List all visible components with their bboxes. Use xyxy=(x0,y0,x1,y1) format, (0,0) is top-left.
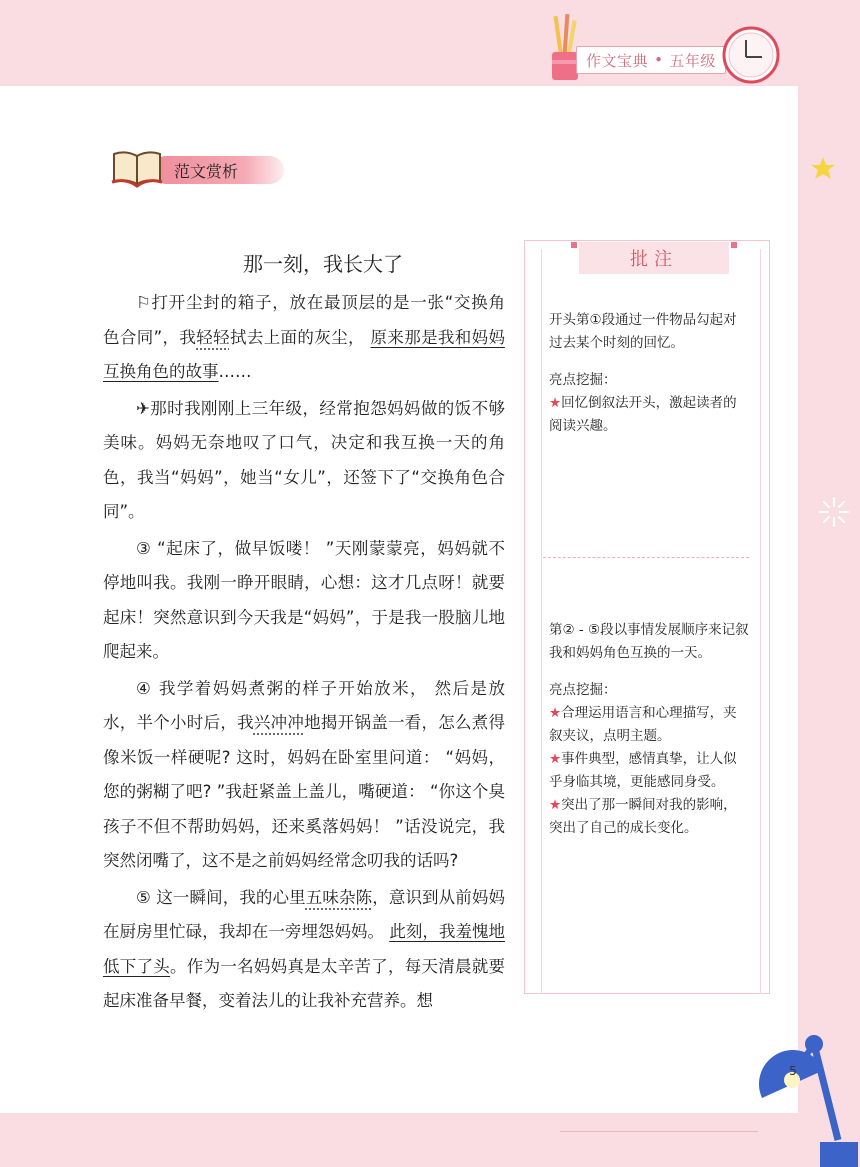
paragraph-5 xyxy=(103,881,505,1019)
note-point: ★事件典型，感情真挚，让人似乎身临其境，更能感同身受。 xyxy=(549,751,737,790)
note-block-1 xyxy=(549,309,749,438)
section-title-label: 范文赏析 xyxy=(152,156,284,184)
text-segment: 原来那是我和妈妈互换角色的故事 xyxy=(103,327,506,381)
note-summary: 第② - ⑤段以事情发展顺序来记叙我和妈妈角色互换的一天。 xyxy=(549,622,749,661)
header-badge xyxy=(576,46,726,74)
star-bullet-icon: ★ xyxy=(549,751,562,767)
book-name: 作文宝典 xyxy=(586,51,649,70)
text-segment: 五味杂陈 xyxy=(305,887,373,907)
note-bottom-rule xyxy=(543,993,749,994)
text-segment: 此刻，我羞愧地低下了头 xyxy=(103,922,505,976)
text-segment: ，意识到从前妈妈在厨房里忙碌，我却在一旁埋怨妈妈。 xyxy=(103,887,505,941)
text-segment: ✈那时我刚刚上三年级，经常抱怨妈妈做的饭不够美味。妈妈无奈地叹了口气，决定和我互换一天的角色，我当“妈妈”，她当“女儿”，还签下了“交换角色合同”。 xyxy=(103,398,505,521)
footer-rule xyxy=(560,1131,758,1132)
note-point: ★突出了那一瞬间对我的影响，突出了自己的成长变化。 xyxy=(549,797,737,836)
open-book-icon xyxy=(110,148,164,188)
paragraph-4 xyxy=(103,672,505,879)
text-segment: ⚐打开尘封的箱子，放在最顶层的是一张“交换角色合同”，我 xyxy=(103,293,505,347)
text-segment: 拭去上面的灰尘， xyxy=(229,327,371,347)
star-bullet-icon: ★ xyxy=(549,797,562,813)
text-segment: ③ “起床了，做早饭喽！ ”天刚蒙蒙亮，妈妈就不停地叫我。我刚一睁开眼睛，心想：这才几点呀！就要起床！突然意识到今天我是“妈妈”，于是我一股脑儿地爬起来。 xyxy=(103,538,505,661)
text-segment: 轻轻 xyxy=(196,327,230,347)
article-title: 那一刻，我长大了 xyxy=(243,252,403,276)
note-point: ★合理运用语言和心理描写，夹叙夹议，点明主题。 xyxy=(549,705,737,744)
text-segment: ④ 我学着妈妈煮粥的样子开始放米， 然后是放水，半个小时后，我 xyxy=(103,678,505,732)
clock-icon xyxy=(722,26,780,84)
text-segment: 。作为一名妈妈真是太辛苦了，每天清晨就要起床准备早餐，变着法儿的让我补充营养。想 xyxy=(103,956,506,1010)
text-segment: ⑤ 这一瞬间，我的心里 xyxy=(136,887,306,907)
annotation-panel xyxy=(524,240,770,994)
annotation-tab: 批注 xyxy=(579,242,729,274)
text-segment: 地揭开锅盖一看，怎么煮得像米饭一样硬呢? 这时，妈妈在卧室里问道： “妈妈，您的粥糊了吧? ”我赶紧盖上盖儿，嘴硬道： “你这个臭孩子不但不帮助妈妈，还来奚落妈妈！ ”话没说完，我突然闭嘴了，这不是之前妈妈经常念叨我的话吗? xyxy=(103,713,506,870)
desk-lamp-icon xyxy=(758,1030,858,1167)
note-summary: 开头第①段通过一件物品勾起对过去某个时刻的回忆。 xyxy=(549,312,737,351)
paragraph-1 xyxy=(103,286,505,390)
text-segment: …… xyxy=(218,362,252,381)
note-point: ★回忆倒叙法开头，激起读者的阅读兴趣。 xyxy=(549,395,737,434)
paragraph-2 xyxy=(103,392,505,530)
page-number: 5 xyxy=(789,1064,797,1078)
section-title xyxy=(110,148,290,188)
note-block-2 xyxy=(549,619,749,840)
text-segment: 兴冲冲 xyxy=(253,713,305,732)
note-divider xyxy=(543,557,749,558)
sparkle-icon xyxy=(818,496,850,528)
star-bullet-icon: ★ xyxy=(549,705,562,721)
star-bullet-icon: ★ xyxy=(549,395,562,411)
note-heading: 亮点挖掘： xyxy=(549,682,617,698)
grade-label: 五年级 xyxy=(669,51,716,70)
header-separator: • xyxy=(654,51,664,69)
article-body xyxy=(103,286,505,1019)
note-heading: 亮点挖掘： xyxy=(549,372,617,388)
paragraph-3 xyxy=(103,532,505,670)
star-icon xyxy=(810,156,836,180)
